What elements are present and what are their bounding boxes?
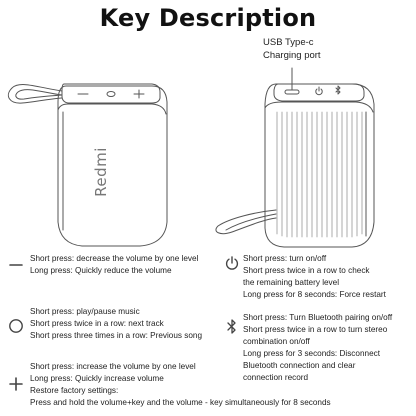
front-speaker-brand: Redmi	[92, 147, 110, 197]
usb-port	[285, 90, 299, 94]
usb-callout-line-2: Charging port	[263, 50, 321, 61]
minus-line-2: Long press: Quickly reduce the volume	[30, 266, 172, 275]
power-line-2: Short press twice in a row to check	[243, 266, 370, 275]
front-plus-key	[134, 90, 144, 98]
back-grille	[277, 112, 362, 237]
plus-line-3: Restore factory settings:	[30, 386, 119, 395]
minus-line-1: Short press: decrease the volume by one level	[30, 254, 199, 263]
plus-icon	[8, 376, 24, 392]
bluetooth-key-description	[243, 312, 392, 384]
play-key-description	[30, 306, 202, 342]
plus-line-2: Long press: Quickly increase volume	[30, 374, 164, 383]
play-line-2: Short press twice in a row: next track	[30, 319, 164, 328]
front-speaker-top-panel	[62, 84, 160, 103]
bluetooth-line-3: combination on/off	[243, 337, 310, 346]
back-speaker-body	[265, 84, 374, 247]
page-title: Key Description	[99, 4, 317, 32]
power-line-3: the remaining battery level	[243, 278, 340, 287]
play-pause-icon	[8, 318, 24, 334]
usb-callout-line-1: USB Type-c	[263, 37, 314, 48]
front-speaker-body	[58, 86, 167, 246]
power-key-description	[243, 253, 386, 301]
bluetooth-line-6: connection record	[243, 373, 309, 382]
minus-key-description	[30, 253, 198, 277]
play-line-1: Short press: play/pause music	[30, 307, 140, 316]
back-power-key	[316, 87, 322, 95]
bluetooth-line-4: Long press for 3 seconds: Disconnect	[243, 349, 380, 358]
power-line-1: Short press: turn on/off	[243, 254, 327, 263]
back-bluetooth-key	[336, 86, 340, 94]
play-line-3: Short press three times in a row: Previous song	[30, 331, 203, 340]
bluetooth-line-2: Short press twice in a row to turn stereo	[243, 325, 388, 334]
power-line-4: Long press for 8 seconds: Force restart	[243, 290, 386, 299]
plus-line-4: Press and hold the volume+key and the volume - key simultaneously for 8 seconds	[30, 398, 331, 407]
bluetooth-line-1: Short press: Turn Bluetooth pairing on/off	[243, 313, 393, 322]
front-play-key	[107, 92, 115, 97]
power-icon	[224, 255, 240, 271]
minus-icon	[9, 262, 23, 268]
bluetooth-icon	[225, 318, 239, 336]
plus-line-1: Short press: increase the volume by one level	[30, 362, 196, 371]
bluetooth-line-5: Bluetooth connection and clear	[243, 361, 356, 370]
